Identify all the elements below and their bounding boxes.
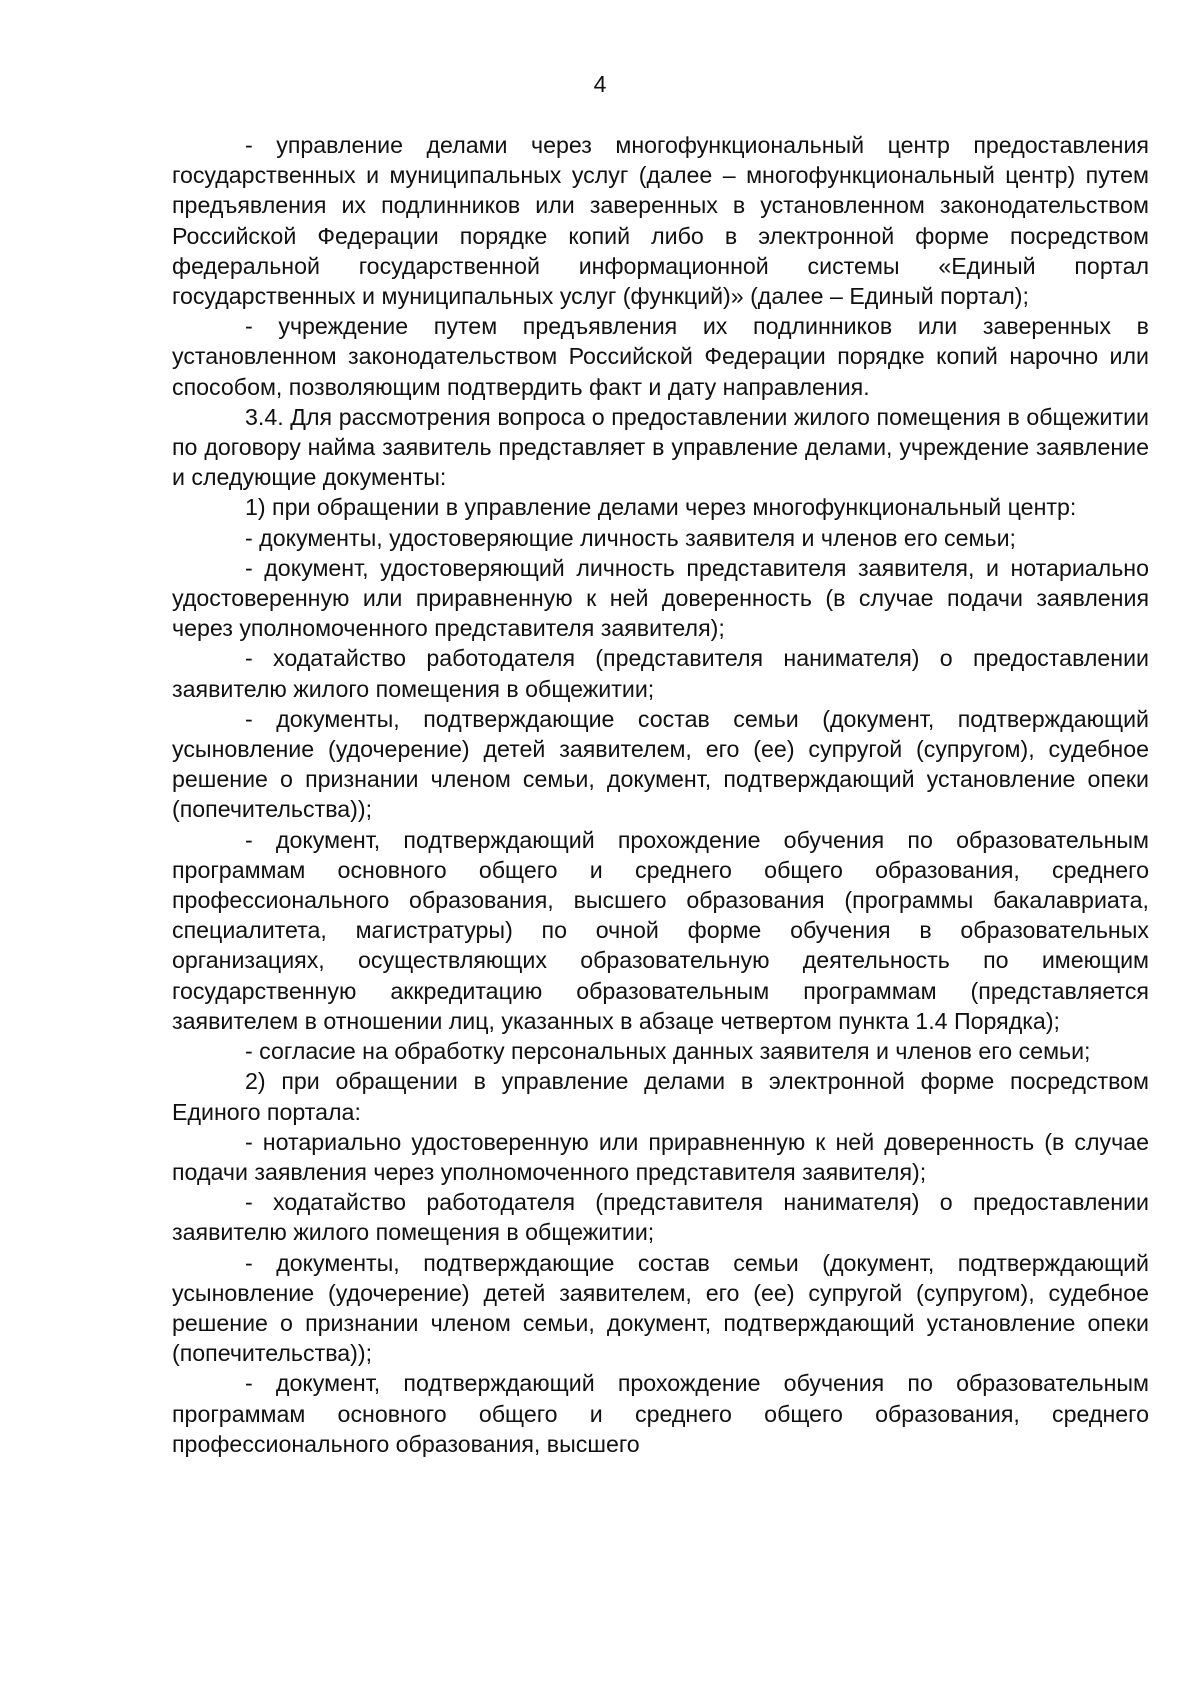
paragraph: - документы, подтверждающие состав семьи (документ, подтверждающий усыновление (удочерение) детей заявителем, его (ее) супругой (супругом), судебное решение о признании членом семьи, документ, подтверждающий установление опеки (попечительства)); [172, 1249, 1149, 1367]
paragraph: 1) при обращении в управление делами через многофункциональный центр: [245, 494, 1077, 521]
paragraph: - ходатайство работодателя (представителя нанимателя) о предоставлении заявителю жилого помещения в общежитии; [172, 645, 1149, 702]
paragraph: - учреждение путем предъявления их подлинников или заверенных в установленном законодательством Российской Федерации порядке копий нарочно или способом, позволяющим подтвердить факт и дату направления. [172, 313, 1149, 400]
paragraph: - документ, подтверждающий прохождение обучения по образовательным программам основного общего и среднего общего образования, среднего профессионального образования, высшего [172, 1370, 1149, 1457]
paragraph: - документы, подтверждающие состав семьи (документ, подтверждающий усыновление (удочерение) детей заявителем, его (ее) супругой (супругом), судебное решение о признании членом семьи, документ, подтверждающий установление опеки (попечительства)); [172, 705, 1149, 823]
paragraph: 3.4. Для рассмотрения вопроса о предоставлении жилого помещения в общежитии по договору найма заявитель представляет в управление делами, учреждение заявление и следующие документы: [172, 403, 1149, 491]
paragraph: - документы, удостоверяющие личность заявителя и членов его семьи; [245, 524, 1016, 551]
page-number: 4 [593, 71, 607, 97]
paragraph: - документ, подтверждающий прохождение обучения по образовательным программам основного общего и среднего общего образования, среднего профессионального образования, высшего образования (программы бакалавриата, специалитета, магистратуры) по очной форме обучения в образовательных организациях, осуществляющих образовательную деятельность по имеющим государственную аккредитацию образовательным программам (представляется заявителем в отношении лиц, указанных в абзаце четвертом пункта 1.4 Порядка); [172, 826, 1149, 1034]
paragraph: 2) при обращении в управление делами в электронной форме посредством Единого портала: [172, 1068, 1149, 1125]
paragraph: - нотариально удостоверенную или приравненную к ней доверенность (в случае подачи заявления через уполномоченного представителя заявителя); [172, 1128, 1149, 1185]
paragraph: - ходатайство работодателя (представителя нанимателя) о предоставлении заявителю жилого помещения в общежитии; [172, 1189, 1149, 1246]
paragraph: - документ, удостоверяющий личность представителя заявителя, и нотариально удостоверенную или приравненную к ней доверенность (в случае подачи заявления через уполномоченного представителя заявителя); [172, 554, 1149, 642]
paragraph: - согласие на обработку персональных данных заявителя и членов его семьи; [245, 1038, 1091, 1065]
document-body [172, 130, 1149, 1459]
paragraph: - управление делами через многофункциональный центр предоставления государственных и муниципальных услуг (далее – многофункциональный центр) путем предъявления их подлинников или заверенных в установленном законодательством Российской Федерации порядке копий либо в электронной форме посредством федеральной государственной информационной системы «Единый портал государственных и муниципальных услуг (функций)» (далее – Единый портал); [172, 132, 1149, 310]
